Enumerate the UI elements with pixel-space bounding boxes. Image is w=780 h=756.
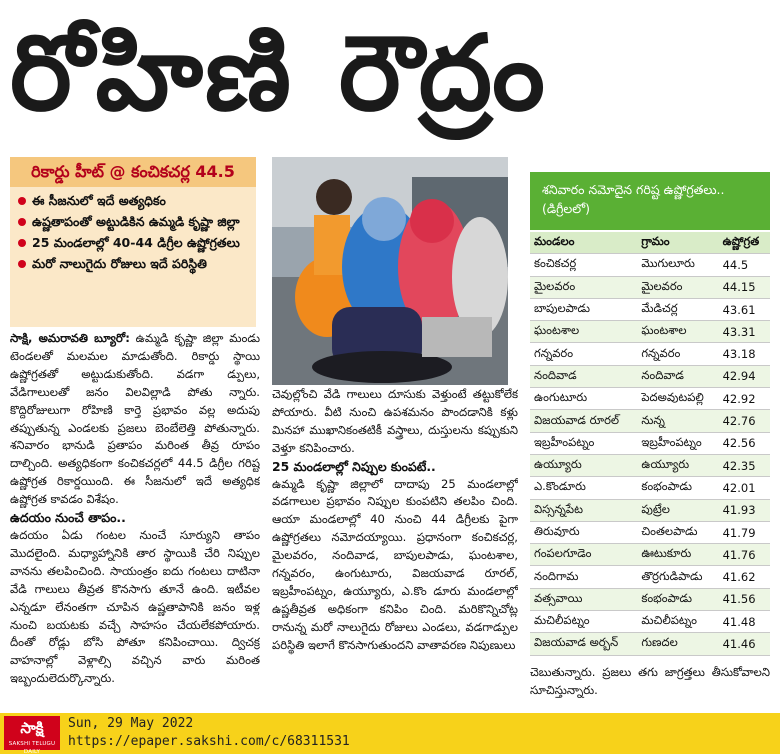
cell-mandal: విజయవాడ రూరల్ — [530, 410, 637, 432]
cell-village: కంభంపాడు — [637, 477, 718, 499]
cell-temperature: 43.31 — [719, 321, 770, 343]
table-row — [530, 588, 770, 610]
cell-temperature: 41.93 — [719, 499, 770, 521]
table-row — [530, 276, 770, 298]
cell-mandal: నందివాడ — [530, 365, 637, 387]
bullet-item: మరో నాలుగైదు రోజులు ఇదే పరిస్థితి — [18, 254, 250, 273]
cell-village: ఊటుకూరు — [637, 544, 718, 566]
cell-village: ఘంటశాల — [637, 321, 718, 343]
table-row — [530, 521, 770, 543]
cell-mandal: ఘంటశాల — [530, 321, 637, 343]
cell-temperature: 42.76 — [719, 410, 770, 432]
table-row — [530, 633, 770, 655]
article-para-1 — [10, 330, 260, 509]
article-column-left — [10, 330, 260, 710]
table-row — [530, 477, 770, 499]
table-row — [530, 343, 770, 365]
headline-word-2: రౌద్రం — [338, 12, 547, 134]
temperature-table-box — [530, 172, 770, 660]
cell-village: గుణదల — [637, 633, 718, 655]
table-row — [530, 432, 770, 454]
cell-village: తొర్రగుడిపాడు — [637, 566, 718, 588]
highlight-box — [10, 157, 256, 327]
cell-temperature: 41.48 — [719, 611, 770, 633]
sakshi-logo — [4, 716, 60, 755]
cell-mandal: తిరువూరు — [530, 521, 637, 543]
cell-temperature: 44.15 — [719, 276, 770, 298]
table-row — [530, 454, 770, 476]
header-mandal: మండలం — [530, 232, 637, 254]
headline — [0, 0, 780, 150]
bullet-item: ఈ సీజనులో ఇదే అత్యధికం — [18, 191, 250, 210]
cell-temperature: 41.79 — [719, 521, 770, 543]
cell-village: గన్నవరం — [637, 343, 718, 365]
article-para-2: ఉదయం ఏడు గంటల నుంచే సూర్యుని తాపం మొదలైంది. మధ్యాహ్నానికి తార స్థాయికి చేరి నిప్పుల వానను తలపించింది. సాయంత్రం ఐదు గంటలు దాటినా వేడి గాలులు తీవ్రత కొనసాగు తూనే ఉంది. ఇటీవల ఎన్నడూ లేనంతగా చూపిన ఉష్ణతాపానికి జనం ఇళ్ల నుంచి బయటకు వచ్చే సాహసం చేయలేకపోయారు. దీంతో రోడ్లు బోసి పోతూ కనిపించాయి. ద్విచక్ర వాహనాల్లో వెళ్లాల్సి వచ్చిన వారు మరింత ఇబ్బందులెదుర్కొన్నారు. — [10, 527, 260, 686]
article-para-3: చెవుల్లోంచి వేడి గాలులు దూసుకు వెళ్తుంటే తట్టుకోలేక పోయారు. వీటి నుంచి ఉపశమనం పొందడానికి కళ్లు మినహా ముఖానికంతటికీ వస్త్రాలు, దుస్తులను కప్పుకుని వెళ్తూ కనిపించారు. — [272, 387, 518, 455]
subhead-2: 25 మండలాల్లో నిప్పుల కుంపటే.. — [272, 458, 436, 474]
cell-mandal: విస్సన్నపేట — [530, 499, 637, 521]
cell-temperature: 44.5 — [719, 254, 770, 276]
cell-temperature: 41.56 — [719, 588, 770, 610]
bullet-item: ఉష్ణతాపంతో అట్టుడికిన ఉమ్మడి కృష్ణా జిల్లా — [18, 212, 250, 231]
cell-temperature: 42.35 — [719, 454, 770, 476]
news-photo — [272, 157, 508, 385]
cell-village: మేడిచర్ల — [637, 298, 718, 320]
article-para-4: ఉమ్మడి కృష్ణా జిల్లాలో దాదాపు 25 మండలాల్లో వడగాలుల ప్రభావం నిప్పుల కుంపటిని తలపిం చింది. ఆయా మండలాల్లో 40 నుంచి 44 డిగ్రీలకు పైగా ఉష్ణోగ్రతలు నమోదయ్యాయి. ప్రధానంగా కంచికచర్ల, మైలవరం, నందివాడ, బాపులపాడు, ఘంటశాల, గన్నవరం, ఉంగుటూరు, విజయవాడ రూరల్, ఇబ్రహీంపట్నం, ఉయ్యూరు, ఎ.కొం డూరు మండలాల్లో ఉష్ణతీవ్రత అధికంగా కనిపిం చింది. మరికొన్నిచోట్ల రానున్న మరో నాలుగైదు రోజులు ఎండలు, వడగాడ్పుల పరిస్థితి ఇలాగే కొనసాగుతుందని వాతావరణ నిపుణులు — [272, 476, 518, 652]
highlight-bullets — [18, 191, 250, 275]
table-row — [530, 410, 770, 432]
table-row — [530, 321, 770, 343]
table-row — [530, 388, 770, 410]
cell-temperature: 41.62 — [719, 566, 770, 588]
table-row — [530, 365, 770, 387]
cell-temperature: 42.92 — [719, 388, 770, 410]
cell-temperature: 42.56 — [719, 432, 770, 454]
article-column-middle — [272, 386, 518, 710]
footer-bar — [0, 713, 780, 754]
logo-text: సాక్షి — [20, 719, 44, 737]
highlight-title: రికార్డు హీట్ @ కంచికచర్ల 44.5 — [10, 157, 256, 187]
subhead-1: ఉదయం నుంచే తాపం.. — [10, 510, 126, 526]
cell-mandal: గన్నవరం — [530, 343, 637, 365]
cell-village: నందివాడ — [637, 365, 718, 387]
table-row — [530, 611, 770, 633]
cell-village: మచిలీపట్నం — [637, 611, 718, 633]
table-header-row — [530, 232, 770, 254]
table-row — [530, 298, 770, 320]
cell-village: మైలవరం — [637, 276, 718, 298]
cell-mandal: ఇబ్రహీంపట్నం — [530, 432, 637, 454]
cell-mandal: కంచికచర్ల — [530, 254, 637, 276]
table-row — [530, 544, 770, 566]
cell-temperature: 41.46 — [719, 633, 770, 655]
table-row — [530, 499, 770, 521]
table-row — [530, 566, 770, 588]
headline-word-1: రోహిణి — [10, 12, 293, 134]
cell-village: నున్న — [637, 410, 718, 432]
cell-village: కంభంపాడు — [637, 588, 718, 610]
headline-text — [10, 8, 547, 138]
cell-mandal: విజయవాడ అర్బన్ — [530, 633, 637, 655]
cell-mandal: బాపులపాడు — [530, 298, 637, 320]
cell-temperature: 41.76 — [719, 544, 770, 566]
cell-mandal: మచిలీపట్నం — [530, 611, 637, 633]
logo-subtext: SAKSHI TELUGU DAILY — [8, 741, 56, 755]
cell-mandal: ఉంగుటూరు — [530, 388, 637, 410]
scooter-riders-illustration — [272, 157, 508, 385]
header-temperature: ఉష్ణోగ్రత — [719, 232, 770, 254]
cell-temperature: 43.18 — [719, 343, 770, 365]
cell-village: పుట్రేల — [637, 499, 718, 521]
table-title: శనివారం నమోదైన గరిష్ట ఉష్ణోగ్రతలు.. (డిగ్రీలలో) — [530, 172, 770, 230]
bullet-item: 25 మండలాల్లో 40-44 డిగ్రీల ఉష్ణోగ్రతలు — [18, 233, 250, 252]
header-village: గ్రామం — [637, 232, 718, 254]
cell-village: పెదఅవుటపల్లి — [637, 388, 718, 410]
article-para-1-text: ఉమ్మడి కృష్ణా జిల్లా మండు టెండలతో మలమల మాడుతోంది. రికార్డు స్థాయి ఉష్ణోగ్రతతో అట్టుడుకుతోంది. వడగా డ్పులు, వేడిగాలులతో జనం విలవిల్లాడి పోతు న్నారు. కొద్దిరోజులుగా రోహిణి కార్తె ప్రభావం వల్ల అదుపు తప్పుతున్న ఎండలకు ప్రజలు బెంబేలెత్తి పోతున్నారు. శనివారం భానుడి ప్రతాపం మరింత తీవ్ర రూపం దాల్చింది. అత్యధికంగా కంచికచర్లలో 44.5 డిగ్రీల గరిష్ట ఉష్ణోగ్రత రికార్డయింది. ఈ సీజనులో ఇదే అత్యధిక ఉష్ణోగ్రత కావడం విశేషం. — [10, 331, 260, 507]
cell-village: ఇబ్రహీంపట్నం — [637, 432, 718, 454]
article-column-right-tail: చెబుతున్నారు. ప్రజలు తగు జాగ్రత్తలు తీసుకోవాలని సూచిస్తున్నారు. — [530, 665, 770, 697]
edition-date: Sun, 29 May 2022 — [68, 716, 194, 731]
cell-mandal: ఎ.కొండూరు — [530, 477, 637, 499]
footer-text — [68, 715, 350, 751]
cell-temperature: 42.01 — [719, 477, 770, 499]
temperature-table — [530, 232, 770, 656]
table-body — [530, 254, 770, 655]
cell-temperature: 43.61 — [719, 298, 770, 320]
cell-temperature: 42.94 — [719, 365, 770, 387]
cell-village: మొగులూరు — [637, 254, 718, 276]
cell-village: ఉయ్యూరు — [637, 454, 718, 476]
cell-mandal: నందిగామ — [530, 566, 637, 588]
cell-mandal: గంపలగూడెం — [530, 544, 637, 566]
cell-village: చింతలపాడు — [637, 521, 718, 543]
cell-mandal: మైలవరం — [530, 276, 637, 298]
cell-mandal: ఉయ్యూరు — [530, 454, 637, 476]
dateline: సాక్షి, అమరావతి బ్యూరో: — [10, 331, 130, 345]
table-row — [530, 254, 770, 276]
epaper-link[interactable]: https://epaper.sakshi.com/c/68311531 — [68, 734, 350, 749]
cell-mandal: వత్సవాయి — [530, 588, 637, 610]
